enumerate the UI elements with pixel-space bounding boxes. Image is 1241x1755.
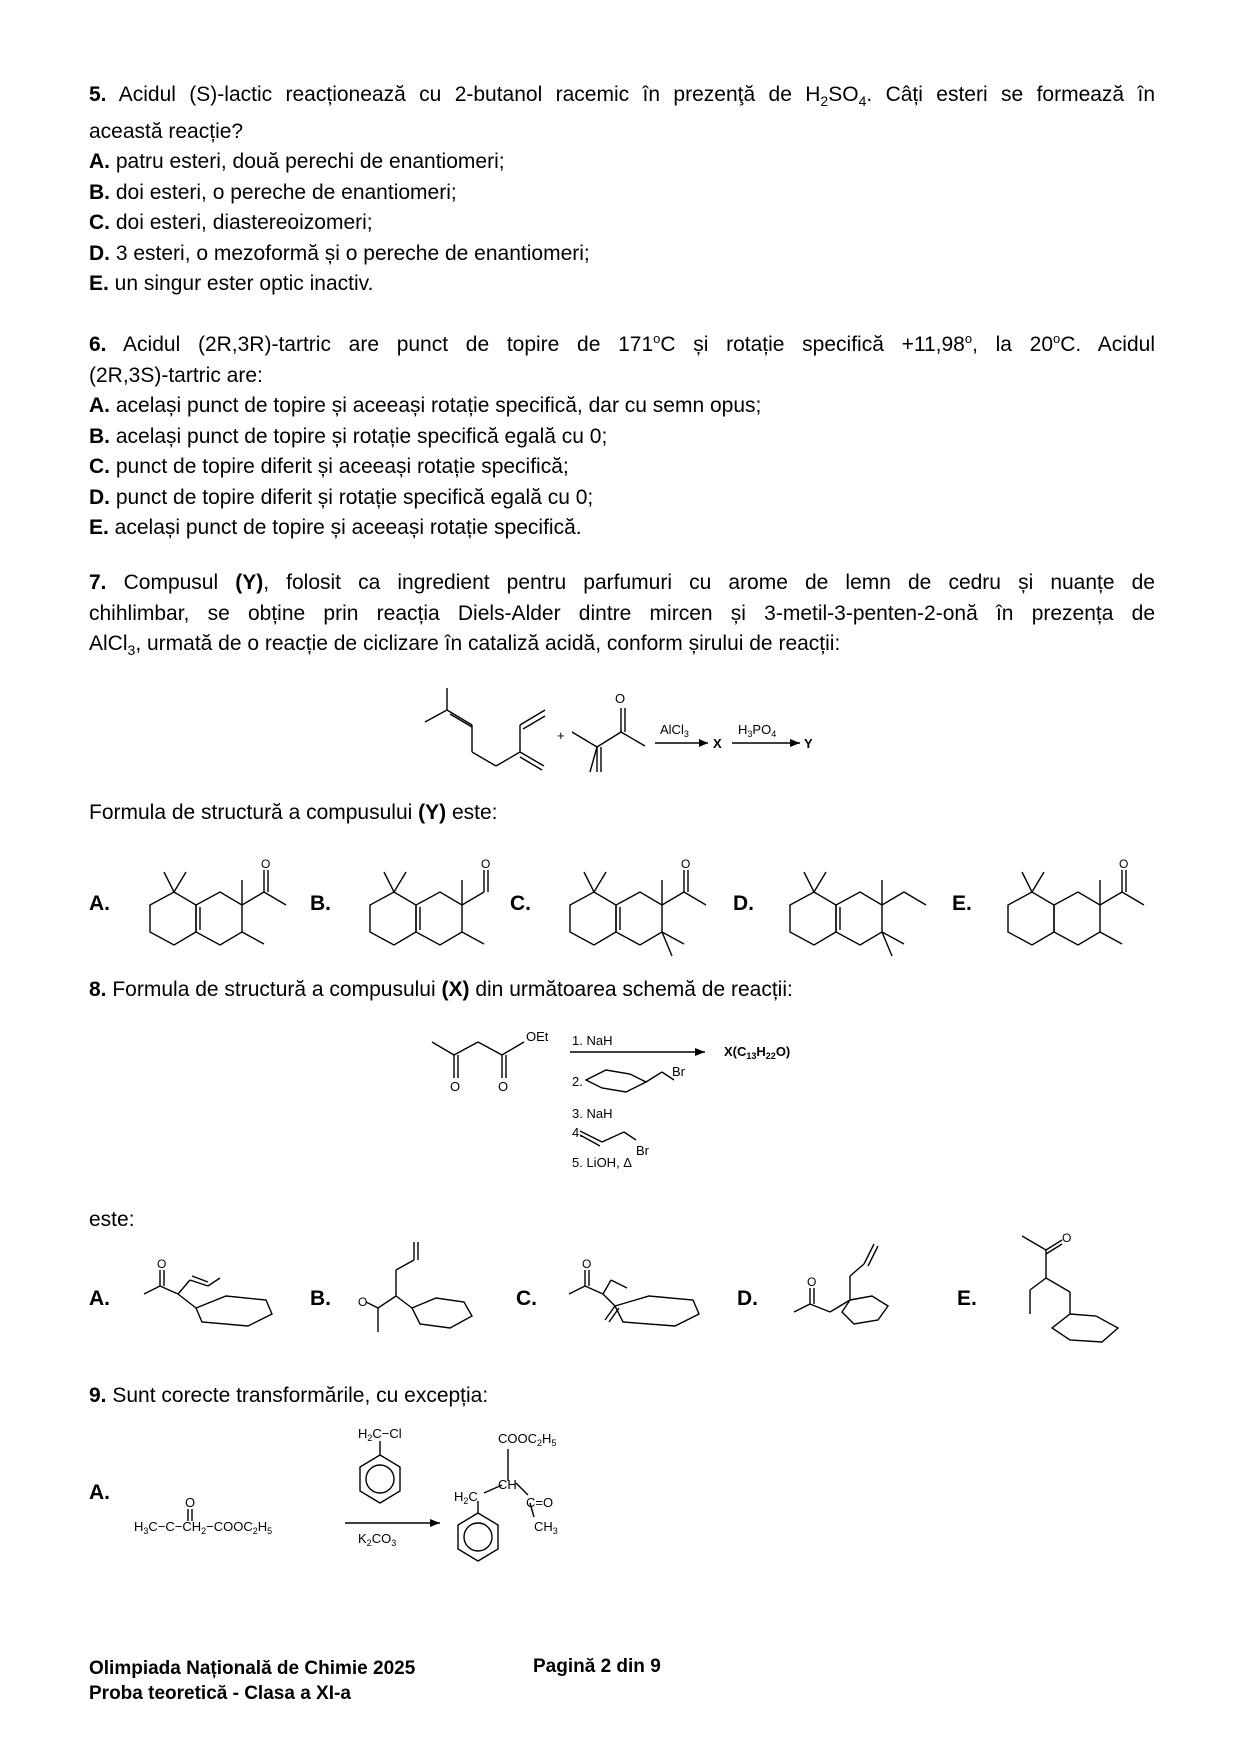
svg-text:5. LiOH, Δ: 5. LiOH, Δ — [572, 1155, 632, 1170]
q5-option-c[interactable]: C. doi esteri, diastereoizomeri; — [89, 211, 373, 235]
question-7 — [89, 568, 1155, 666]
q8-option-b[interactable]: B. — [310, 1287, 331, 1310]
svg-text:O: O — [481, 857, 491, 871]
q7-reaction-scheme — [420, 680, 840, 790]
q7-structure-a — [140, 857, 290, 950]
page-number: Pagină 2 din 9 — [533, 1656, 661, 1677]
q5-option-e[interactable]: E. un singur ester optic inactiv. — [89, 272, 374, 296]
q7-structure-d — [780, 860, 940, 960]
svg-text:3. NaH: 3. NaH — [572, 1106, 613, 1121]
q8-este: este: — [89, 1208, 135, 1231]
q8-structure-a — [140, 1258, 280, 1338]
footer-title: Olimpiada Națională de Chimie 2025 — [89, 1658, 416, 1679]
q7-x: X — [713, 736, 722, 751]
q7-formula-line: Formula de structură a compusului (Y) este: — [89, 801, 498, 824]
svg-text:H3C−C−CH2−COOC2H5: $H_3C-C-CH_2-COOC_2H_5$ — [134, 1519, 273, 1536]
svg-text:OEt: OEt — [526, 1029, 549, 1044]
svg-text:O: O — [450, 1079, 461, 1094]
q6-option-b[interactable]: B. același punct de topire și rotație specifică egală cu 0; — [89, 424, 608, 448]
q9-option-a[interactable]: A. — [89, 1481, 110, 1504]
q7-line2: chihlimbar, se obține prin reacția Diels-Alder dintre mircen și 3-metil-3-penten-2-onă în prezența de — [89, 601, 1155, 625]
q7-option-d[interactable]: D. — [733, 892, 754, 915]
svg-text:O: O — [1119, 857, 1129, 871]
q8-option-c[interactable]: C. — [516, 1287, 537, 1310]
q7-structure-e — [998, 857, 1148, 950]
q7-line3: AlCl$_3$, urmată de o reacție de ciclizare în cataliză acidă, conform șirului de reacții: — [89, 632, 841, 659]
q5-line1: 5. Acidul (S)-lactic reacționează cu 2-butanol racemic în prezenţă de $H_2SO_4$. Câți esteri se formează în — [89, 83, 1156, 110]
svg-text:Br: Br — [672, 1064, 685, 1079]
q5-option-d[interactable]: D. 3 esteri, o mezoformă și o pereche de enantiomeri; — [89, 241, 590, 265]
q7-h3po4: $H_3PO_4$ — [738, 722, 777, 739]
svg-text:O: O — [681, 857, 691, 871]
question-6 — [89, 324, 1155, 544]
svg-text:COOC2H5: $COOC_2H_5$ — [498, 1431, 557, 1448]
q7-structure-b — [360, 857, 510, 950]
svg-text:Br: Br — [636, 1143, 649, 1158]
question-9: 9. Sunt corecte transformările, cu excepția: — [89, 1384, 489, 1407]
q6-option-d[interactable]: D. punct de topire diferit și rotație specifică egală cu 0; — [89, 485, 594, 509]
svg-text:O: O — [807, 1275, 817, 1289]
q8-structure-c — [565, 1258, 715, 1338]
q8-option-d[interactable]: D. — [737, 1287, 758, 1310]
q6-option-a[interactable]: A. același punct de topire și aceeași rotație specifică, dar cu semn opus; — [89, 394, 762, 417]
q8-product: $X(C_{13}H_{22}O)$ — [724, 1044, 791, 1061]
q7-option-e[interactable]: E. — [952, 892, 972, 915]
svg-text:CH: CH — [498, 1477, 517, 1492]
footer-subtitle: Proba teoretică - Clasa a XI-a — [89, 1683, 351, 1704]
q7-option-a[interactable]: A. — [89, 892, 110, 915]
svg-text:O: O — [261, 857, 271, 871]
svg-text:4.: 4. — [572, 1125, 583, 1140]
svg-text:C=O: C=O — [526, 1495, 554, 1510]
q7-alcl3: AlCl$_3$ — [660, 722, 689, 739]
svg-text:H2C: $H_2C$ — [454, 1489, 478, 1506]
q7-option-b[interactable]: B. — [310, 892, 331, 915]
svg-text:O: O — [498, 1079, 509, 1094]
svg-text:O: O — [358, 1295, 368, 1309]
q7-option-c[interactable]: C. — [510, 892, 531, 915]
svg-text:CH3: $CH_3$ — [534, 1519, 558, 1536]
question-5 — [89, 80, 1155, 300]
svg-text:O: O — [185, 1495, 196, 1510]
question-8: 8. Formula de structură a compusului (X) din următoarea schemă de reacții: — [89, 978, 793, 1001]
q6-option-c[interactable]: C. punct de topire diferit și aceeași rotație specifică; — [89, 455, 569, 478]
q8-option-e[interactable]: E. — [957, 1287, 977, 1310]
svg-text:1. NaH: 1. NaH — [572, 1033, 613, 1048]
footer — [89, 1656, 415, 1706]
svg-text:H2C−Cl: $H_2C-Cl$ — [358, 1426, 402, 1443]
q8-option-a[interactable]: A. — [89, 1287, 110, 1310]
q5-line2: această reacție? — [89, 119, 244, 143]
q7-structure-c — [560, 857, 720, 960]
q6-option-e[interactable]: E. același punct de topire și aceeași rotație specifică. — [89, 516, 582, 539]
svg-text:O: O — [582, 1257, 592, 1271]
q8-reaction-scheme — [430, 1030, 830, 1170]
svg-text:O: O — [1062, 1231, 1072, 1245]
q5-option-b[interactable]: B. doi esteri, o pereche de enantiomeri; — [89, 180, 457, 204]
q6-line1: 6. Acidul (2R,3R)-tartric are punct de topire de 171$^o$C și rotație specifică $+11,98^o$, la 20$^o$C. Acidul — [89, 331, 1155, 356]
svg-text:O: O — [157, 1257, 167, 1271]
q5-option-a[interactable]: A. patru esteri, două perechi de enantiomeri; — [89, 150, 505, 174]
q7-plus: + — [557, 728, 565, 743]
q9-reaction-a — [130, 1425, 610, 1580]
q8-structure-e — [1010, 1232, 1140, 1352]
q8-structure-d — [790, 1240, 930, 1340]
svg-text:2.: 2. — [572, 1074, 583, 1089]
q7-y: Y — [804, 736, 813, 751]
q7-line1: 7. Compusul (Y), folosit ca ingredient pentru parfumuri cu arome de lemn de cedru și nuanțe de — [89, 571, 1155, 594]
svg-text:K2CO3: $K_2CO_3$ — [358, 1531, 397, 1548]
q7-ketone-o: O — [615, 691, 626, 706]
q6-line2: (2R,3S)-tartric are: — [89, 363, 263, 387]
q8-structure-b — [354, 1240, 494, 1340]
